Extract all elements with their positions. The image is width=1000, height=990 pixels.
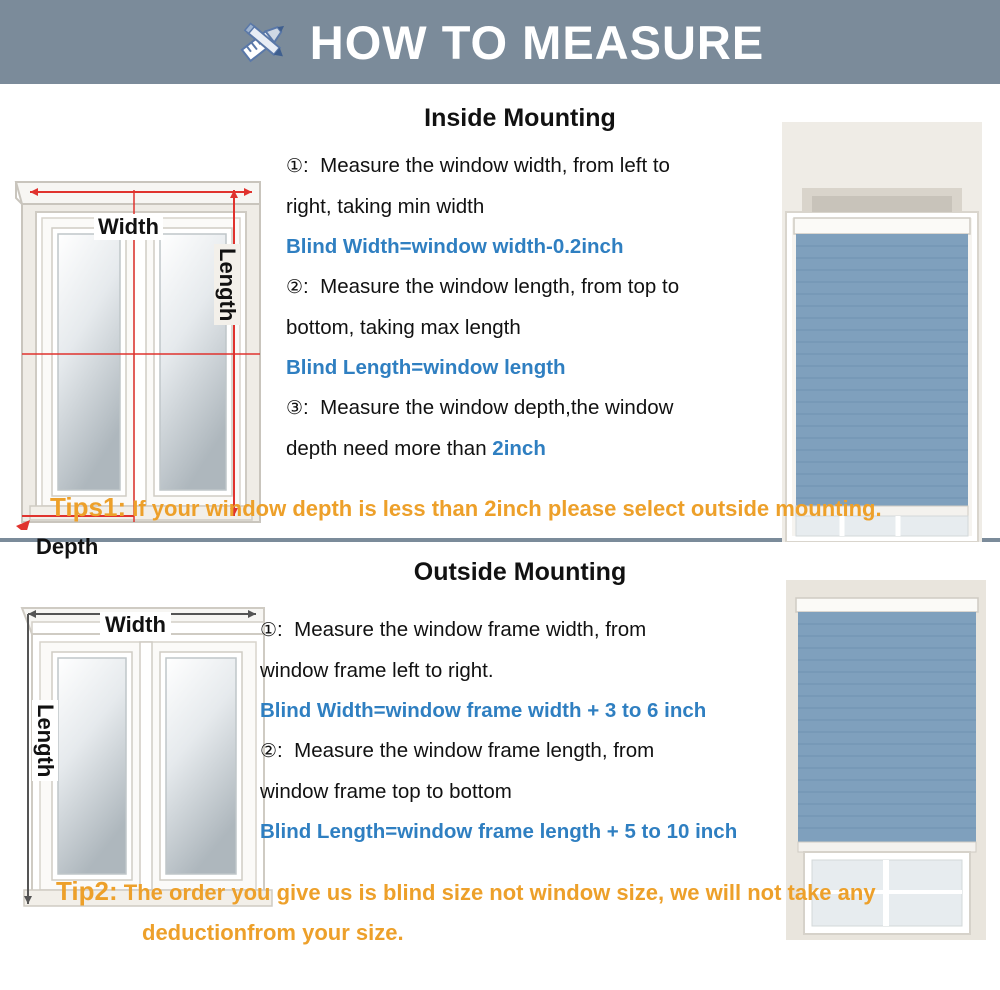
formula-width-outside: Blind Width=window frame width + 3 to 6 inch bbox=[260, 699, 707, 722]
step-3-text-inside: Measure the window depth,the window bbox=[320, 396, 674, 419]
tip-2 bbox=[56, 874, 966, 950]
section-title-inside: Inside Mounting bbox=[424, 104, 616, 132]
step-2-text2-inside: bottom, taking max length bbox=[286, 316, 521, 339]
step-1-outside bbox=[260, 610, 800, 651]
step-2-sep-outside: : bbox=[277, 739, 283, 762]
section-outside-mounting bbox=[0, 544, 1000, 990]
header-banner bbox=[0, 0, 1000, 84]
section-inside-mounting bbox=[0, 84, 1000, 559]
page-title: HOW TO MEASURE bbox=[309, 15, 765, 69]
step-1-inside bbox=[286, 146, 766, 187]
step-3-number-inside: ③ bbox=[286, 398, 304, 419]
step-3-inside bbox=[286, 388, 766, 429]
label-depth-inside: Depth bbox=[36, 534, 99, 559]
inside-mounting-diagram bbox=[8, 130, 268, 559]
label-width-outside: Width bbox=[100, 612, 171, 638]
step-3-text2-inside bbox=[286, 429, 766, 469]
step-1-text-inside: Measure the window width, from left to bbox=[320, 154, 670, 177]
formula-width-inside: Blind Width=window width-0.2inch bbox=[286, 235, 624, 258]
tip-2-text: The order you give us is blind size not window size, we will not take any bbox=[123, 880, 876, 905]
step-3-text2a-inside: depth need more than bbox=[286, 437, 493, 460]
tip-2-text-line2: deductionfrom your size. bbox=[142, 920, 404, 945]
step-1-text2-inside: right, taking min width bbox=[286, 195, 485, 218]
label-length-outside: Length bbox=[32, 700, 58, 781]
step-2-outside bbox=[260, 731, 800, 772]
step-3-highlight-inside: 2inch bbox=[492, 437, 546, 460]
inside-mounting-photo bbox=[782, 122, 982, 542]
step-2-text-outside: Measure the window frame length, from bbox=[294, 739, 655, 762]
step-1-text2-outside: window frame left to right. bbox=[260, 659, 494, 682]
step-2-text2-outside: window frame top to bottom bbox=[260, 780, 512, 803]
formula-length-outside: Blind Length=window frame length + 5 to 10 inch bbox=[260, 820, 738, 843]
section-title-outside: Outside Mounting bbox=[413, 558, 627, 586]
tip-1-text: If your window depth is less than 2inch please select outside mounting. bbox=[132, 496, 882, 521]
step-2-number-inside: ② bbox=[286, 277, 304, 298]
formula-length-inside: Blind Length=window length bbox=[286, 356, 566, 379]
outside-mounting-steps bbox=[260, 610, 800, 852]
label-length-inside: Length bbox=[214, 244, 240, 325]
step-2-sep-inside: : bbox=[303, 275, 309, 298]
tip-1-label: Tips1: bbox=[50, 492, 127, 522]
step-2-number-outside: ② bbox=[260, 741, 278, 762]
step-1-sep-outside: : bbox=[277, 618, 283, 641]
tip-1 bbox=[50, 490, 970, 526]
step-2-text-inside: Measure the window length, from top to bbox=[320, 275, 680, 298]
tip-2-label: Tip2: bbox=[56, 876, 118, 906]
step-1-number-inside: ① bbox=[286, 156, 304, 177]
inside-mounting-steps bbox=[286, 146, 766, 469]
step-1-sep-inside: : bbox=[303, 154, 309, 177]
ruler-pencil-icon bbox=[236, 14, 294, 70]
step-2-inside bbox=[286, 267, 766, 308]
label-width-inside: Width bbox=[94, 214, 163, 240]
step-1-number-outside: ① bbox=[260, 620, 278, 641]
step-1-text-outside: Measure the window frame width, from bbox=[294, 618, 647, 641]
step-3-sep-inside: : bbox=[303, 396, 309, 419]
outside-mounting-diagram bbox=[8, 566, 278, 916]
